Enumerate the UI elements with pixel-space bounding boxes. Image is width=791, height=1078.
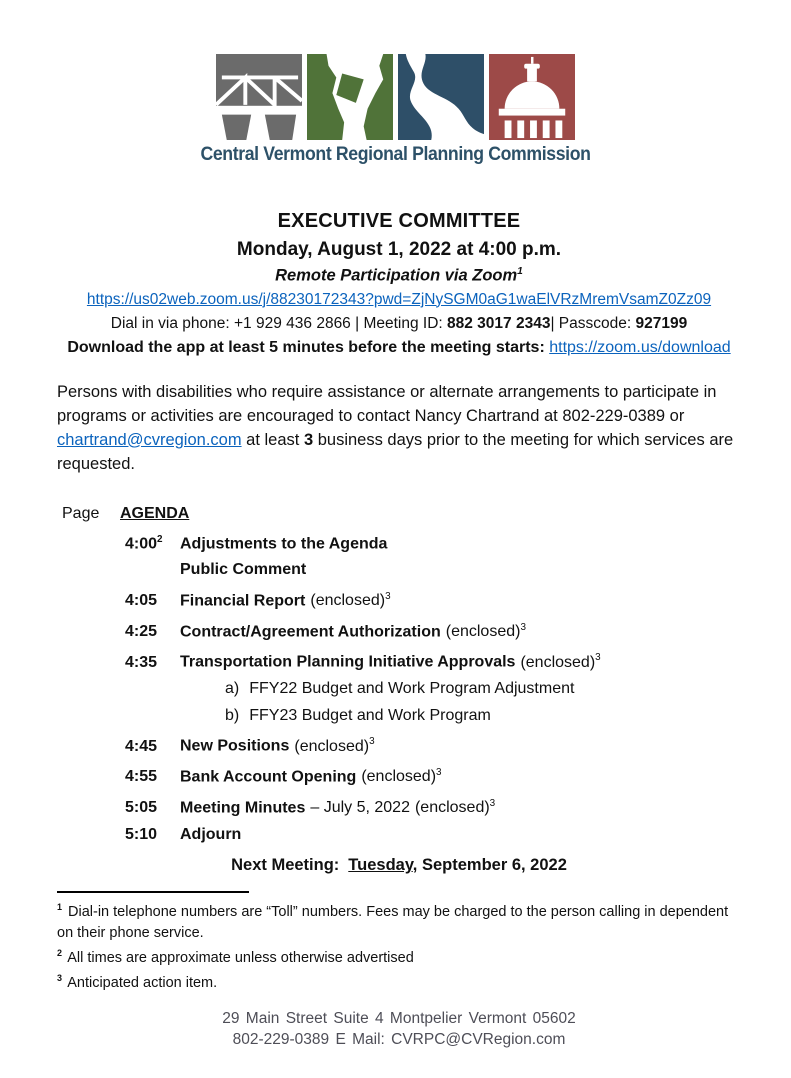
- agenda-item: [57, 527, 741, 558]
- enclosed-note: (enclosed): [294, 737, 370, 755]
- meeting-id: 882 3017 2343: [447, 314, 551, 332]
- business-days-count: 3: [303, 430, 314, 449]
- enclosed-note: (enclosed): [520, 653, 596, 671]
- zoom-meeting-link[interactable]: https://us02web.zoom.us/j/88230172343?pwd=ZjNySGM0aG1waElVRzMremVsamZ0Zz09: [86, 290, 712, 308]
- next-meeting-line: [57, 856, 741, 875]
- document-footer: [57, 1008, 741, 1050]
- next-meeting-label: Next Meeting:: [231, 856, 340, 875]
- next-meeting-day: Tuesday: [348, 856, 413, 875]
- enclosed-note: (enclosed): [445, 622, 521, 640]
- agenda-subitem: [57, 676, 741, 703]
- footnotes: [57, 897, 741, 993]
- agenda-item-title: Financial Report: [180, 592, 306, 610]
- subitem-label: a): [225, 680, 240, 698]
- org-logo: [0, 54, 791, 166]
- download-line: [57, 339, 741, 357]
- agenda-item-title: Contract/Agreement Authorization: [180, 622, 441, 640]
- download-text: Download the app at least 5 minutes before the meeting starts:: [67, 338, 550, 356]
- footnote-ref-3: 3: [595, 652, 601, 664]
- agenda-item: [57, 645, 741, 676]
- footnote-ref-3: 3: [489, 797, 496, 809]
- subitem-text: FFY22 Budget and Work Program Adjustment: [249, 680, 575, 698]
- agenda-time: 5:05: [125, 799, 158, 817]
- contact-email-link[interactable]: chartrand@cvregion.com: [57, 430, 242, 449]
- footnote-ref-3: 3: [385, 590, 391, 602]
- agenda-heading: AGENDA: [120, 504, 190, 522]
- agenda-time: 5:10: [125, 825, 158, 843]
- page-column-label: Page: [62, 504, 100, 522]
- agenda-time: 4:35: [125, 653, 158, 671]
- agenda-heading-row: [57, 501, 741, 527]
- accessibility-notice: Persons with disabilities who require assistance or alternate arrangements to participate in programs or activities are encouraged to contact Nancy Chartrand at 802-229-0389 or chartrand@cvregion.com at least 3 business days prior to the meeting for which services are requested.: [57, 382, 734, 473]
- bridge-icon: [216, 54, 302, 140]
- enclosed-note: (enclosed): [361, 768, 437, 786]
- zoom-download-link[interactable]: https://zoom.us/download: [549, 338, 731, 356]
- agenda-item: [57, 584, 741, 615]
- subitem-text: FFY23 Budget and Work Program: [249, 706, 491, 724]
- agenda-item-title: Public Comment: [180, 561, 307, 579]
- dial-in-line: [57, 315, 741, 333]
- agenda-section: [57, 501, 741, 849]
- agenda-time: 4:55: [125, 768, 158, 786]
- agenda-time: 4:05: [125, 592, 158, 610]
- footnote-ref-3: 3: [369, 736, 375, 748]
- agenda-item: [57, 822, 741, 849]
- agenda-item-title: New Positions: [180, 737, 290, 755]
- footer-address: 29 Main Street Suite 4 Montpelier Vermont 05602: [222, 1009, 576, 1027]
- remote-participation-line: Remote Participation via Zoom$^1$: [275, 266, 523, 285]
- agenda-item-title: Bank Account Opening: [180, 768, 357, 786]
- committee-title: EXECUTIVE COMMITTEE: [277, 210, 521, 232]
- footnote-ref-1: 1: [517, 266, 523, 277]
- river-icon: [398, 54, 484, 140]
- passcode-value: 927199: [635, 314, 688, 332]
- subitem-label: b): [225, 706, 240, 724]
- agenda-item-title: Transportation Planning Initiative Approvals: [180, 653, 516, 671]
- enclosed-note: (enclosed): [310, 592, 386, 610]
- agenda-item: [57, 760, 741, 791]
- agenda-item-title: Adjourn: [180, 825, 242, 843]
- agenda-item-title: Adjustments to the Agenda: [180, 534, 388, 552]
- footnote-3: $^3$ Anticipated action item.: [57, 973, 218, 992]
- vermont-map-icon: [307, 54, 393, 140]
- passcode-label: | Passcode:: [550, 314, 636, 332]
- footnote-divider: [57, 891, 249, 893]
- dial-in-prefix: Dial in via phone: +1 929 436 2866 | Meeting ID:: [110, 314, 448, 332]
- agenda-item-date: – July 5, 2022: [310, 799, 410, 817]
- agenda-time: $4:00^2$: [125, 533, 163, 552]
- logo-panels: [0, 54, 791, 140]
- meeting-datetime: Monday, August 1, 2022 at 4:00 p.m.: [236, 239, 562, 260]
- agenda-item: [57, 557, 741, 584]
- zoom-link-line: [57, 291, 741, 309]
- meeting-header: [57, 210, 741, 357]
- agenda-item: [57, 729, 741, 760]
- org-name: Central Vermont Regional Planning Commission: [200, 144, 591, 165]
- agenda-time: 4:45: [125, 737, 158, 755]
- agenda-item-title: Meeting Minutes: [180, 799, 306, 817]
- enclosed-note: (enclosed): [414, 799, 490, 817]
- footnote-1: $^1$ Dial-in telephone numbers are “Toll” numbers. Fees may be charged to the person calling in dependent on their phone service.: [57, 902, 729, 941]
- footer-contact: 802-229-0389 E Mail: CVRPC@CVRegion.com: [232, 1030, 566, 1048]
- agenda-subitem: [57, 703, 741, 730]
- agenda-time: 4:25: [125, 622, 158, 640]
- agenda-document-page: [0, 54, 791, 1078]
- capitol-dome-icon: [489, 54, 575, 140]
- footnote-ref-3: 3: [520, 621, 526, 633]
- footnote-ref-3: 3: [436, 767, 442, 779]
- agenda-item: [57, 615, 741, 646]
- footnote-2: $^2$ All times are approximate unless otherwise advertised: [57, 948, 414, 966]
- next-meeting-date: , September 6, 2022: [412, 856, 567, 875]
- agenda-item: [57, 791, 741, 822]
